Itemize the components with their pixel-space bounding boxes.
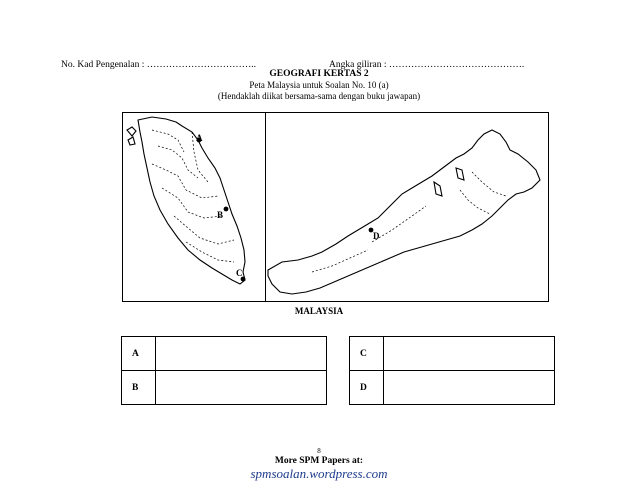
more-papers-text: More SPM Papers at: xyxy=(274,456,364,466)
marker-label-d: D xyxy=(373,231,380,241)
answer-label-d: D xyxy=(350,371,384,405)
candidate-number-field: Angka giliran : ……………………………………. xyxy=(329,60,525,70)
borneo-internal-boundaries xyxy=(312,172,506,272)
map-subtitle: Peta Malaysia untuk Soalan No. 10 (a) xyxy=(249,80,389,90)
answer-label-b: B xyxy=(122,371,156,405)
ic-number-field: No. Kad Pengenalan : …………………………….. xyxy=(61,60,256,70)
map-caption: MALAYSIA xyxy=(294,306,344,316)
answer-box-b[interactable] xyxy=(156,371,327,405)
peninsular-malaysia-outline xyxy=(127,117,245,284)
answer-box-d[interactable] xyxy=(384,371,555,405)
marker-label-a: A xyxy=(196,133,203,143)
borneo-outline xyxy=(268,130,540,294)
page-number: 8 xyxy=(317,447,321,455)
answer-table-right xyxy=(349,336,555,405)
marker-point-b xyxy=(224,207,229,212)
answer-table-left xyxy=(121,336,327,405)
answer-box-c[interactable] xyxy=(384,337,555,371)
peninsular-state-boundaries xyxy=(152,130,234,262)
malaysia-map xyxy=(122,112,549,302)
paper-title: GEOGRAFI KERTAS 2 xyxy=(269,69,369,79)
marker-label-b: B xyxy=(217,210,224,220)
answer-label-c: C xyxy=(350,337,384,371)
marker-label-c: C xyxy=(236,268,243,278)
answer-box-a[interactable] xyxy=(156,337,327,371)
binding-instruction: (Hendaklah diikat bersama-sama dengan buku jawapan) xyxy=(217,91,421,101)
website-link[interactable]: spmsoalan.wordpress.com xyxy=(250,466,388,481)
answer-label-a: A xyxy=(122,337,156,371)
